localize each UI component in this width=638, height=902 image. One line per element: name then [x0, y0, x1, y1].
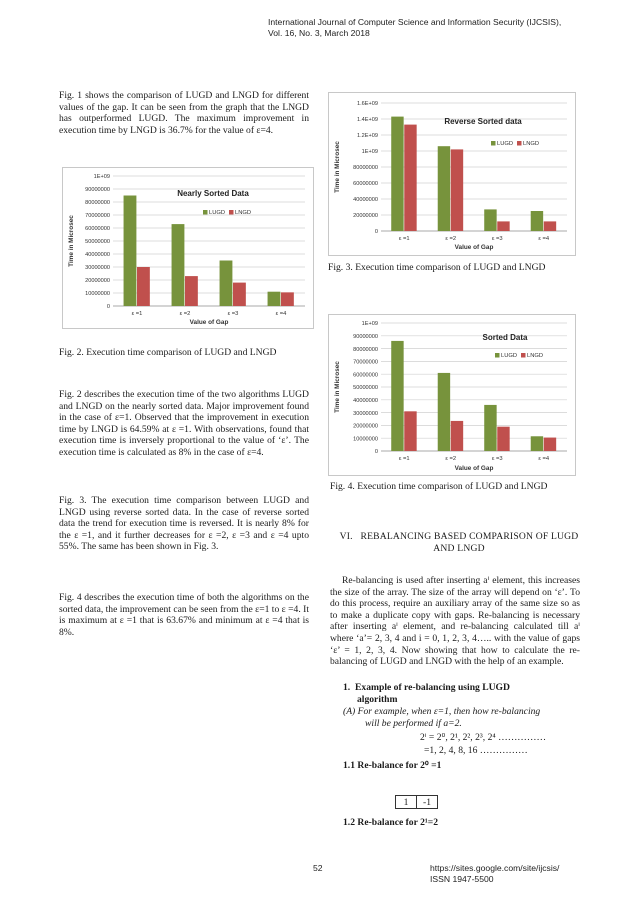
- y-tick-label: 40000000: [85, 252, 110, 259]
- legend-label-lugd: LUGD: [497, 141, 514, 147]
- x-tick-label: ε =2: [445, 456, 457, 462]
- y-tick-label: 40000000: [353, 197, 378, 204]
- rebalance-table: [395, 795, 438, 809]
- bar-lngd-3: [233, 283, 246, 306]
- section-title-line2: AND LNGD: [433, 543, 485, 554]
- journal-header-line1: International Journal of Computer Science and Information Security (IJCSIS),: [268, 17, 562, 27]
- chart-title: Reverse Sorted data: [444, 117, 522, 126]
- caption-fig4: Fig. 4. Execution time comparison of LUGD and LNGD: [330, 481, 548, 492]
- legend-swatch-lugd: [491, 141, 496, 146]
- bar-lngd-2: [451, 421, 463, 451]
- bar-lugd-1: [391, 341, 403, 451]
- y-axis-label: Time in Microsec: [334, 141, 341, 193]
- legend-swatch-lngd: [229, 210, 234, 215]
- x-tick-label: ε =1: [398, 456, 410, 462]
- y-tick-label: 30000000: [353, 410, 378, 417]
- y-tick-label: 90000000: [353, 334, 378, 340]
- y-tick-label: 80000000: [85, 200, 110, 207]
- paragraph-fig2: Fig. 2 describes the execution time of the two algorithms LUGD and LNGD on the nearly sorted data. Major improvement found in the case of ε=1. Observed that the improvement in execution time by LNGD is 64.59% at ε =1. With observations, found that execution time is inversely proportional to the value of ‘ε’. The execution time is calculated as 8% in the case of ε=4.: [59, 389, 309, 458]
- y-tick-label: 60000000: [353, 372, 378, 379]
- y-tick-label: 0: [374, 449, 378, 456]
- y-tick-label: 90000000: [85, 187, 110, 194]
- bar-lugd-3: [220, 261, 233, 307]
- y-tick-label: 10000000: [85, 291, 110, 298]
- bar-lugd-4: [268, 292, 281, 306]
- footer-issn: ISSN 1947-5500: [430, 874, 494, 884]
- y-tick-label: 70000000: [85, 213, 110, 220]
- formula-values: =1, 2, 4, 8, 16 ……………: [424, 745, 528, 756]
- bar-lngd-4: [544, 438, 556, 451]
- y-axis-label: Time in Microsec: [68, 215, 75, 267]
- example-a-line1: (A) For example, when ε=1, then how re-balancing: [343, 706, 541, 717]
- y-tick-label: 20000000: [353, 423, 378, 430]
- bar-lngd-3: [497, 427, 509, 451]
- y-tick-label: 50000000: [85, 239, 110, 246]
- chart-fig4: [328, 314, 576, 476]
- legend-swatch-lugd: [203, 210, 208, 215]
- y-tick-label: 60000000: [353, 181, 378, 188]
- bar-lugd-4: [531, 436, 543, 451]
- y-tick-label: 80000000: [353, 346, 378, 353]
- y-tick-label: 40000000: [353, 398, 378, 404]
- y-tick-label: 70000000: [353, 359, 378, 366]
- bar-lngd-1: [404, 411, 416, 451]
- bar-lugd-3: [484, 405, 496, 451]
- formula-powers: 2ⁱ = 2⁰, 2¹, 2², 2³, 2⁴ ……………: [420, 732, 547, 743]
- bar-lugd-4: [531, 211, 543, 231]
- chart-fig1: [62, 167, 314, 329]
- y-tick-label: 0: [374, 229, 378, 236]
- y-tick-label: 1.2E+09: [357, 133, 378, 140]
- bar-lugd-2: [438, 373, 450, 451]
- x-tick-label: ε =1: [398, 236, 410, 242]
- x-tick-label: ε =2: [445, 236, 457, 242]
- legend-swatch-lngd: [521, 353, 526, 358]
- legend-label-lugd: LUGD: [209, 210, 226, 216]
- bar-lugd-2: [172, 224, 185, 306]
- paragraph-fig4: Fig. 4 describes the execution time of both the algorithms on the sorted data, the improvement can be seen from the ε=1 to ε =4. It is maximum at ε =1 that is 63.67% and minimum at ε =4 that is 8%.: [59, 592, 309, 638]
- caption-fig3: Fig. 3. Execution time comparison of LUGD and LNGD: [328, 262, 546, 273]
- example-a-line2: will be performed if a=2.: [365, 717, 462, 729]
- bar-lngd-1: [404, 125, 416, 231]
- y-tick-label: 30000000: [85, 265, 110, 272]
- chart-title: Sorted Data: [482, 333, 528, 342]
- caption-fig2: Fig. 2. Execution time comparison of LUGD and LNGD: [59, 347, 277, 358]
- bar-lugd-3: [484, 209, 496, 231]
- section-number: VI.: [339, 531, 353, 542]
- subheading-1-1: 1.1 Re-balance for 2⁰ =1: [343, 760, 442, 771]
- subheading-1-2: 1.2 Re-balance for 2¹=2: [343, 817, 439, 828]
- x-tick-label: ε =3: [491, 456, 503, 462]
- y-tick-label: 10000000: [353, 436, 378, 443]
- bar-lngd-1: [137, 267, 150, 306]
- x-axis-label: Value of Gap: [189, 319, 229, 326]
- x-axis-label: Value of Gap: [454, 244, 494, 251]
- legend-label-lngd: LNGD: [235, 210, 252, 216]
- bar-lugd-1: [391, 117, 403, 231]
- bar-lngd-4: [544, 221, 556, 231]
- y-tick-label: 1E+09: [361, 149, 378, 156]
- y-axis-label: Time in Microsec: [334, 361, 341, 413]
- bar-lugd-2: [438, 146, 450, 231]
- y-tick-label: 1.4E+09: [357, 117, 378, 124]
- y-tick-label: 20000000: [353, 213, 378, 220]
- x-tick-label: ε =3: [491, 236, 503, 242]
- paragraph-rebalancing: Re-balancing is used after inserting aⁱ element, this increases the size of the array. The size of the array will depend on ‘ε’. To do this process, require an auxiliary array of the same size so as to make a duplicate copy with gaps. Re-balancing is necessary after inserting aⁱ element, and re-balancing calculated till aⁱ where ‘a’= 2, 3, 4 and i = 0, 1, 2, 3, 4….. with the value of gaps ‘ε’ = 1, 2, 3, 4. Now showing that how to calculate the re-balancing of LUGD and LNGD with the help of an example.: [330, 575, 580, 668]
- bar-lngd-4: [281, 292, 294, 306]
- section-title-line1: REBALANCING BASED COMPARISON OF LUGD: [360, 531, 579, 542]
- paragraph-fig1: Fig. 1 shows the comparison of LUGD and LNGD for different values of the gap. It can be seen from the graph that the LNGD has outperformed LUGD. The maximum improvement in execution time by LNGD is 36.7% for the value of ε=4.: [59, 90, 309, 136]
- chart-fig1-svg: [63, 168, 313, 328]
- x-tick-label: ε =3: [227, 311, 239, 317]
- x-tick-label: ε =4: [538, 456, 550, 462]
- legend-swatch-lngd: [517, 141, 522, 146]
- y-tick-label: 1E+09: [361, 321, 378, 328]
- y-tick-label: 0: [106, 304, 110, 311]
- legend-label-lugd: LUGD: [501, 353, 518, 359]
- paragraph-fig3: Fig. 3. The execution time comparison between LUGD and LNGD using reverse sorted data. In the case of reverse sorted data the trend for execution time is reversed. It is nearly 8% for the ε =1, and it further decreases for ε =2, ε =3 and ε =4 upto 55%. The same has been shown in Fig. 3.: [59, 495, 309, 553]
- y-tick-label: 50000000: [353, 385, 378, 392]
- y-tick-label: 1E+09: [93, 174, 110, 181]
- y-tick-label: 20000000: [85, 278, 110, 285]
- x-tick-label: ε =2: [179, 311, 191, 317]
- chart-title: Nearly Sorted Data: [177, 189, 249, 198]
- y-tick-label: 60000000: [85, 226, 110, 233]
- legend-label-lngd: LNGD: [523, 141, 540, 147]
- bar-lngd-2: [451, 149, 463, 231]
- legend-swatch-lugd: [495, 353, 500, 358]
- rebalance-cell-0: 1: [396, 796, 417, 809]
- bar-lngd-2: [185, 276, 198, 306]
- rebalance-cell-1: -1: [417, 796, 438, 809]
- bar-lngd-3: [497, 221, 509, 231]
- y-tick-label: 80000000: [353, 165, 378, 172]
- section-heading: [330, 531, 588, 555]
- page-number: 52: [313, 863, 323, 873]
- footer-url: https://sites.google.com/site/ijcsis/: [430, 863, 560, 873]
- example-title-line1: Example of re-balancing using LUGD: [355, 682, 510, 693]
- chart-fig3: [328, 92, 576, 256]
- example-title-line2: algorithm: [357, 693, 398, 705]
- journal-header: [268, 17, 608, 39]
- example-a: [343, 706, 583, 729]
- x-tick-label: ε =4: [275, 311, 287, 317]
- example-number: 1.: [343, 682, 351, 693]
- x-tick-label: ε =4: [538, 236, 550, 242]
- y-tick-label: 1.6E+09: [357, 101, 378, 108]
- x-tick-label: ε =1: [131, 311, 143, 317]
- chart-fig4-svg: [329, 315, 575, 475]
- example-heading: [343, 682, 583, 705]
- journal-header-line2: Vol. 16, No. 3, March 2018: [268, 28, 370, 38]
- bar-lugd-1: [124, 196, 137, 307]
- legend-label-lngd: LNGD: [527, 353, 544, 359]
- chart-fig3-svg: [329, 93, 575, 255]
- x-axis-label: Value of Gap: [454, 465, 494, 472]
